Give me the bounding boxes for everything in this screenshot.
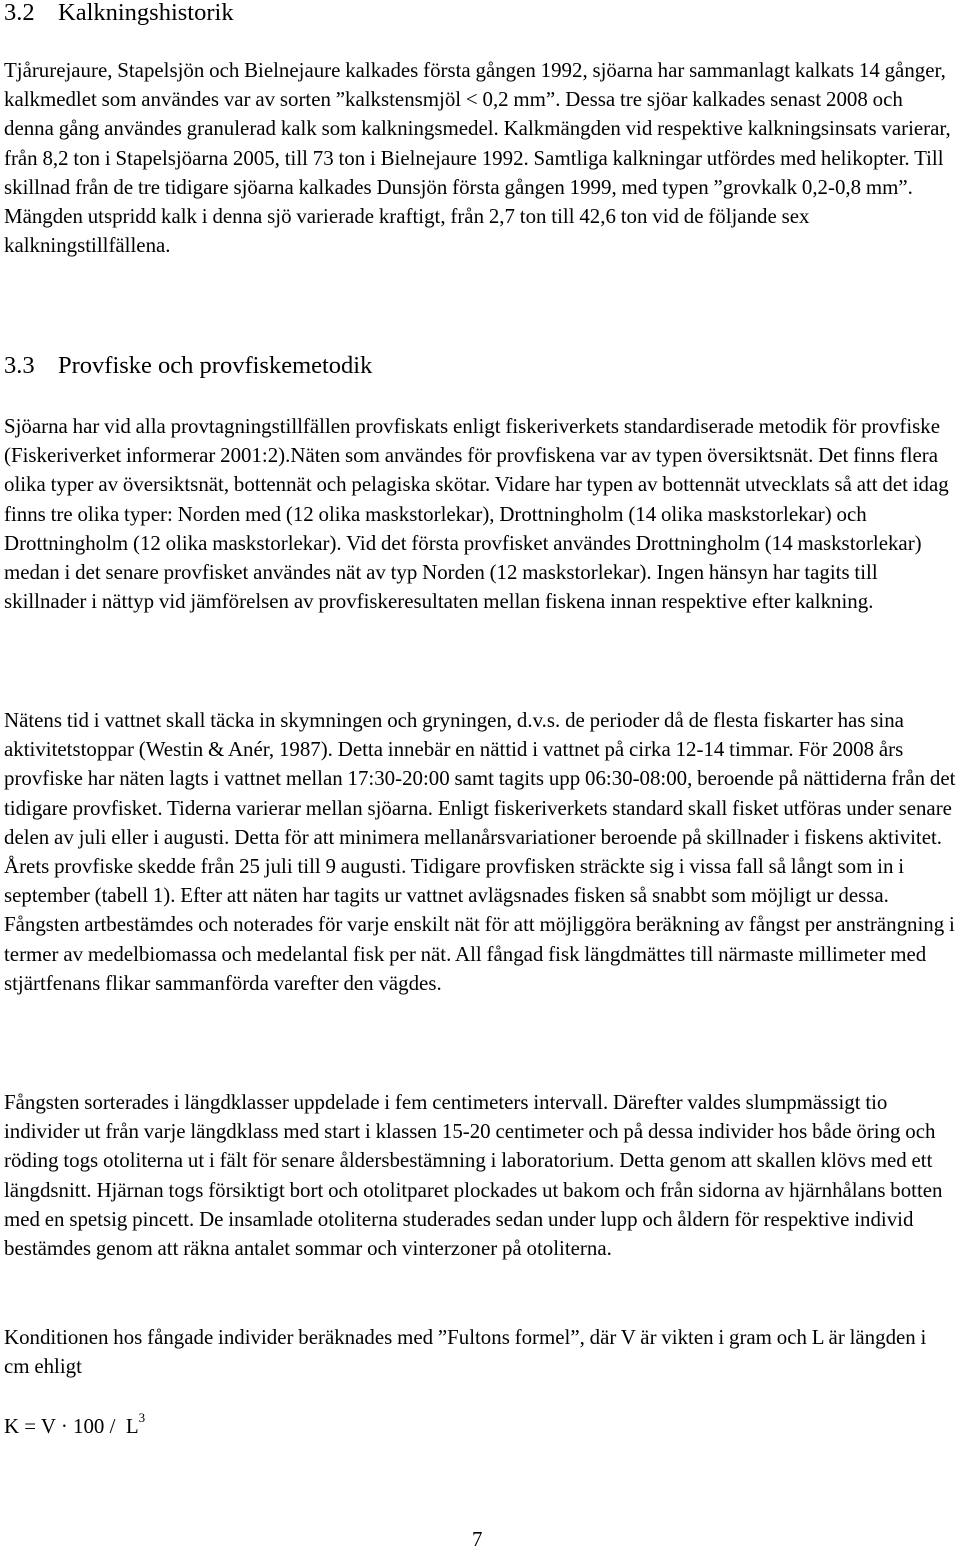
section-heading-provfiske [4,351,372,381]
paragraph-nattid: Nätens tid i vattnet skall täcka in skymningen och gryningen, d.v.s. de perioder då de flesta fiskarter has sina aktivitetstoppar (Westin & Anér, 1987). Detta innebär en nättid i vattnet på cirka 12-14 timmar. För 2008 års provfiske har näten lagts i vattnet mellan 17:30-20:00 samt tagits upp 06:30-08:00, beroende på nättiderna från det tidigare provfisket. Tiderna varierar mellan sjöarna. Enligt fiskeriverkets standard skall fisket utföras under senare delen av juli eller i augusti. Detta för att minimera mellanårsvariationer beroende på skillnader i fiskens aktivitet. Årets provfiske skedde från 25 juli till 9 augusti. Tidigare provfisken sträckte sig i vissa fall så långt som in i september (tabell 1). Efter att näten har tagits ur vattnet avlägsnades fisken så snabbt som möjligt ur dessa. Fångsten artbestämdes och noterades för varje enskilt nät för att möjliggöra beräkning av fångst per ansträngning i termer av medelbiomassa och medelantal fisk per nät. All fångad fisk längdmättes till närmaste millimeter med stjärtfenans flikar sammanförda varefter den vägdes. [4,708,956,995]
paragraph-kondition: Konditionen hos fångade individer beräknades med ”Fultons formel”, där V är vikten i gram och L är längden i cm ehligt [4,1325,927,1379]
paragraph-kalkningshistorik: Tjårurejaure, Stapelsjön och Bielnejaure kalkades första gången 1992, sjöarna har sammanlagt kalkats 14 gånger, kalkmedlet som användes var av sorten ”kalkstensmjöl < 0,2 mm”. Dessa tre sjöar kalkades senast 2008 och denna gång användes granulerad kalk som kalkningsmedel. Kalkmängden vid respektive kalkningsinsats varierar, från 8,2 ton i Stapelsjöarna 2005, till 73 ton i Bielnejaure 1992. Samtliga kalkningar utfördes med helikopter. Till skillnad från de tre tidigare sjöarna kalkades Dunsjön första gången 1999, med typen ”grovkalk 0,2-0,8 mm”. Mängden utspridd kalk i denna sjö varierade kraftigt, från 2,7 ton till 42,6 ton vid de följande sex kalkningstillfällena. [4,58,951,258]
fultons-formula [4,1411,145,1441]
page-number: 7 [472,1527,483,1551]
section-number: 3.2 [4,0,35,26]
formula-expression: K = V · 100 / L [4,1414,139,1438]
section-heading-kalkningshistorik [4,0,234,28]
section-number: 3.3 [4,352,35,379]
section-title: Kalkningshistorik [58,0,234,26]
paragraph-langdklasser: Fångsten sorterades i längdklasser uppdelade i fem centimeters intervall. Därefter valdes slumpmässigt tio individer ut från varje längdklass med start i klassen 15-20 centimeter och på dessa individer hos både öring och röding togs otoliterna ut i fält för senare åldersbestämning i laboratorium. Detta genom att skallen klövs med ett längdsnitt. Hjärnan togs försiktigt bort och otolitparet plockades ut bakom och från sidorna av hjärnhålans botten med en spetsig pincett. De insamlade otoliterna studerades sedan under lupp och åldern för respektive individ bestämdes genom att räkna antalet sommar och vinterzoner på otoliterna. [4,1090,943,1261]
formula-exponent: 3 [138,1410,146,1426]
section-title: Provfiske och provfiskemetodik [58,352,373,379]
paragraph-provfiske-metodik: Sjöarna har vid alla provtagningstillfällen provfiskats enligt fiskeriverkets standardiserade metodik för provfiske (Fiskeriverket informerar 2001:2).Näten som användes för provfiskena var av typen översiktsnät. Det finns flera olika typer av översiktsnät, bottennät och pelagiska skötar. Vidare har typen av bottennät utvecklats så att det idag finns tre olika typer: Norden med (12 olika maskstorlekar), Drottningholm (14 olika maskstorlekar) och Drottningholm (12 olika maskstorlekar). Vid det första provfisket användes Drottningholm (14 maskstorlekar) medan i det senare provfisket användes nät av typ Norden (12 maskstorlekar). Ingen hänsyn har tagits till skillnader i nättyp vid jämförelsen av provfiskeresultaten mellan fiskena innan respektive efter kalkning. [4,414,949,614]
